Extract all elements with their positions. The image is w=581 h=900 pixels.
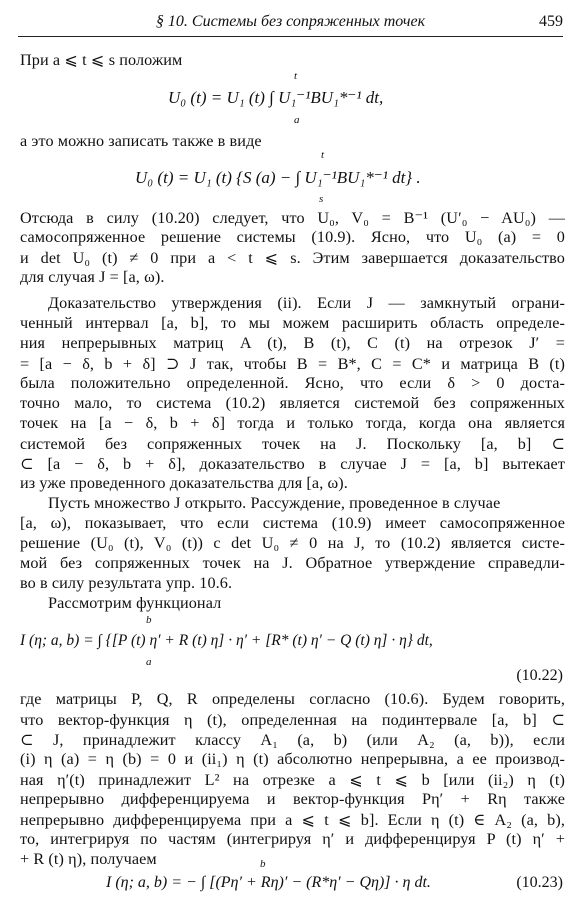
equation-number: (10.22)	[516, 667, 563, 684]
text-line: При a ⩽ t ⩽ s положим	[20, 51, 183, 69]
text-line: решение (U₀ (t), V₀ (t)) с det U₀ ≠ 0 на J, то (10.2) является систе-	[20, 534, 565, 552]
text-line: и det U₀ (t) ≠ 0 при a < t ⩽ s. Этим завершается доказательство	[20, 249, 565, 267]
text-line: ния непрерывных матриц A (t), B (t), C (t) на отрезок J′ =	[20, 334, 565, 352]
text-line: ⊂ J, принадлежит классу A₁ (a, b) (или A₂ (a, b)), если	[20, 731, 565, 749]
integral-lower-limit: a	[294, 114, 300, 126]
text-line: для случая J = [a, ω).	[20, 268, 165, 286]
text-line: была положительно определенной. Ясно, что если δ > 0 доста-	[20, 374, 565, 392]
text-line: самосопряженное решение системы (10.9). Ясно, что U₀ (a) = 0	[20, 228, 565, 246]
integral-upper-limit: t	[294, 70, 298, 82]
text-line: = [a − δ, b + δ] ⊃ J так, чтобы B = B*, C = C* и матрица B (t)	[20, 355, 565, 373]
formula-1-text: U₀ (t) = U₁ (t) ∫ U₁⁻¹BU₁*⁻¹ dt,	[168, 88, 384, 107]
formula-1	[168, 88, 383, 108]
formula-2-text: U₀ (t) = U₁ (t) {S (a) − ∫ U₁⁻¹BU₁*⁻¹ dt} .	[135, 168, 421, 187]
text-line: непрерывно дифференцируема при a ⩽ t ⩽ b]. Если η (t) ∈ A₂ (a, b),	[20, 811, 565, 829]
text-line: точек на [a − δ, b + δ] тогда и только тогда, когда она является	[20, 414, 565, 432]
text-line: системой без сопряженных точек на J. Поскольку [a, b] ⊂	[20, 435, 565, 453]
text-line	[20, 294, 565, 313]
integral-upper-limit: t	[321, 149, 325, 161]
page-number: 459	[539, 13, 563, 30]
text-line: а это можно записать также в виде	[20, 132, 262, 150]
text-line: мой без сопряженных точек на J. Обратное утверждение справедли-	[20, 554, 565, 572]
text-line: Пусть множество J открыто. Рассуждение, проведенное в случае	[48, 494, 501, 512]
text-line: ная η′(t) принадлежит L² на отрезке a ⩽ t ⩽ b [или (ii₂) η (t)	[20, 771, 565, 789]
text-line: что вектор-функция η (t), определенная на подинтервале [a, b] ⊂	[20, 711, 565, 729]
text-line: [a, ω), показывает, что если система (10.9) имеет самосопряженное	[20, 514, 565, 532]
section-title: § 10. Системы без сопряженных точек	[155, 13, 426, 30]
text-line: + R (t) η), получаем	[20, 850, 157, 868]
text-line: ченный интервал [a, b], то мы можем расширить область определе-	[20, 314, 565, 332]
integral-upper-limit: b	[146, 614, 152, 626]
equation-number: (10.23)	[516, 874, 563, 891]
running-header	[18, 10, 563, 37]
text-line: ⊂ [a − δ, b + δ], доказательство в случае J = [a, b] вытекает	[20, 455, 565, 473]
text-line: где матрицы P, Q, R определены согласно (10.6). Будем говорить,	[20, 690, 565, 708]
text-line: Рассмотрим функционал	[48, 594, 222, 612]
formula-3	[20, 632, 433, 650]
integral-lower-limit: s	[319, 193, 324, 205]
text-line: то, интегрируя по частям (интегрируя η′ и дифференцируя P (t) η′ +	[20, 830, 565, 848]
formula-4-text: I (η; a, b) = − ∫ [(Pη′ + Rη)′ − (R*η′ − Qη)] · η dt.	[106, 874, 431, 891]
integral-upper-limit: b	[260, 858, 266, 870]
proof-paragraph-start: Доказательство утверждения (ii). Если J — замкнутый ограни-	[48, 294, 565, 312]
integral-lower-limit: a	[146, 656, 152, 668]
text-line: точно мало, то система (10.2) является системой без сопряженных	[20, 394, 565, 412]
text-line: из уже проведенного доказательства для [a, ω).	[20, 474, 348, 492]
text-line: Отсюда в силу (10.20) следует, что U₀, V₀ = B⁻¹ (U′₀ − AU₀) —	[20, 209, 565, 227]
text-line: (i) η (a) = η (b) = 0 и (ii₁) η (t) абсолютно непрерывна, а ее производ-	[20, 750, 565, 768]
formula-4	[106, 874, 431, 892]
formula-2	[135, 168, 421, 188]
formula-3-text: I (η; a, b) = ∫ {[P (t) η′ + R (t) η] · η′ + [R* (t) η′ − Q (t) η] · η} dt,	[20, 632, 433, 649]
text-line: непрерывно дифференцируема и вектор-функция Pη′ + Rη также	[20, 790, 565, 808]
text-line: во в силу результата упр. 10.6.	[20, 574, 233, 592]
